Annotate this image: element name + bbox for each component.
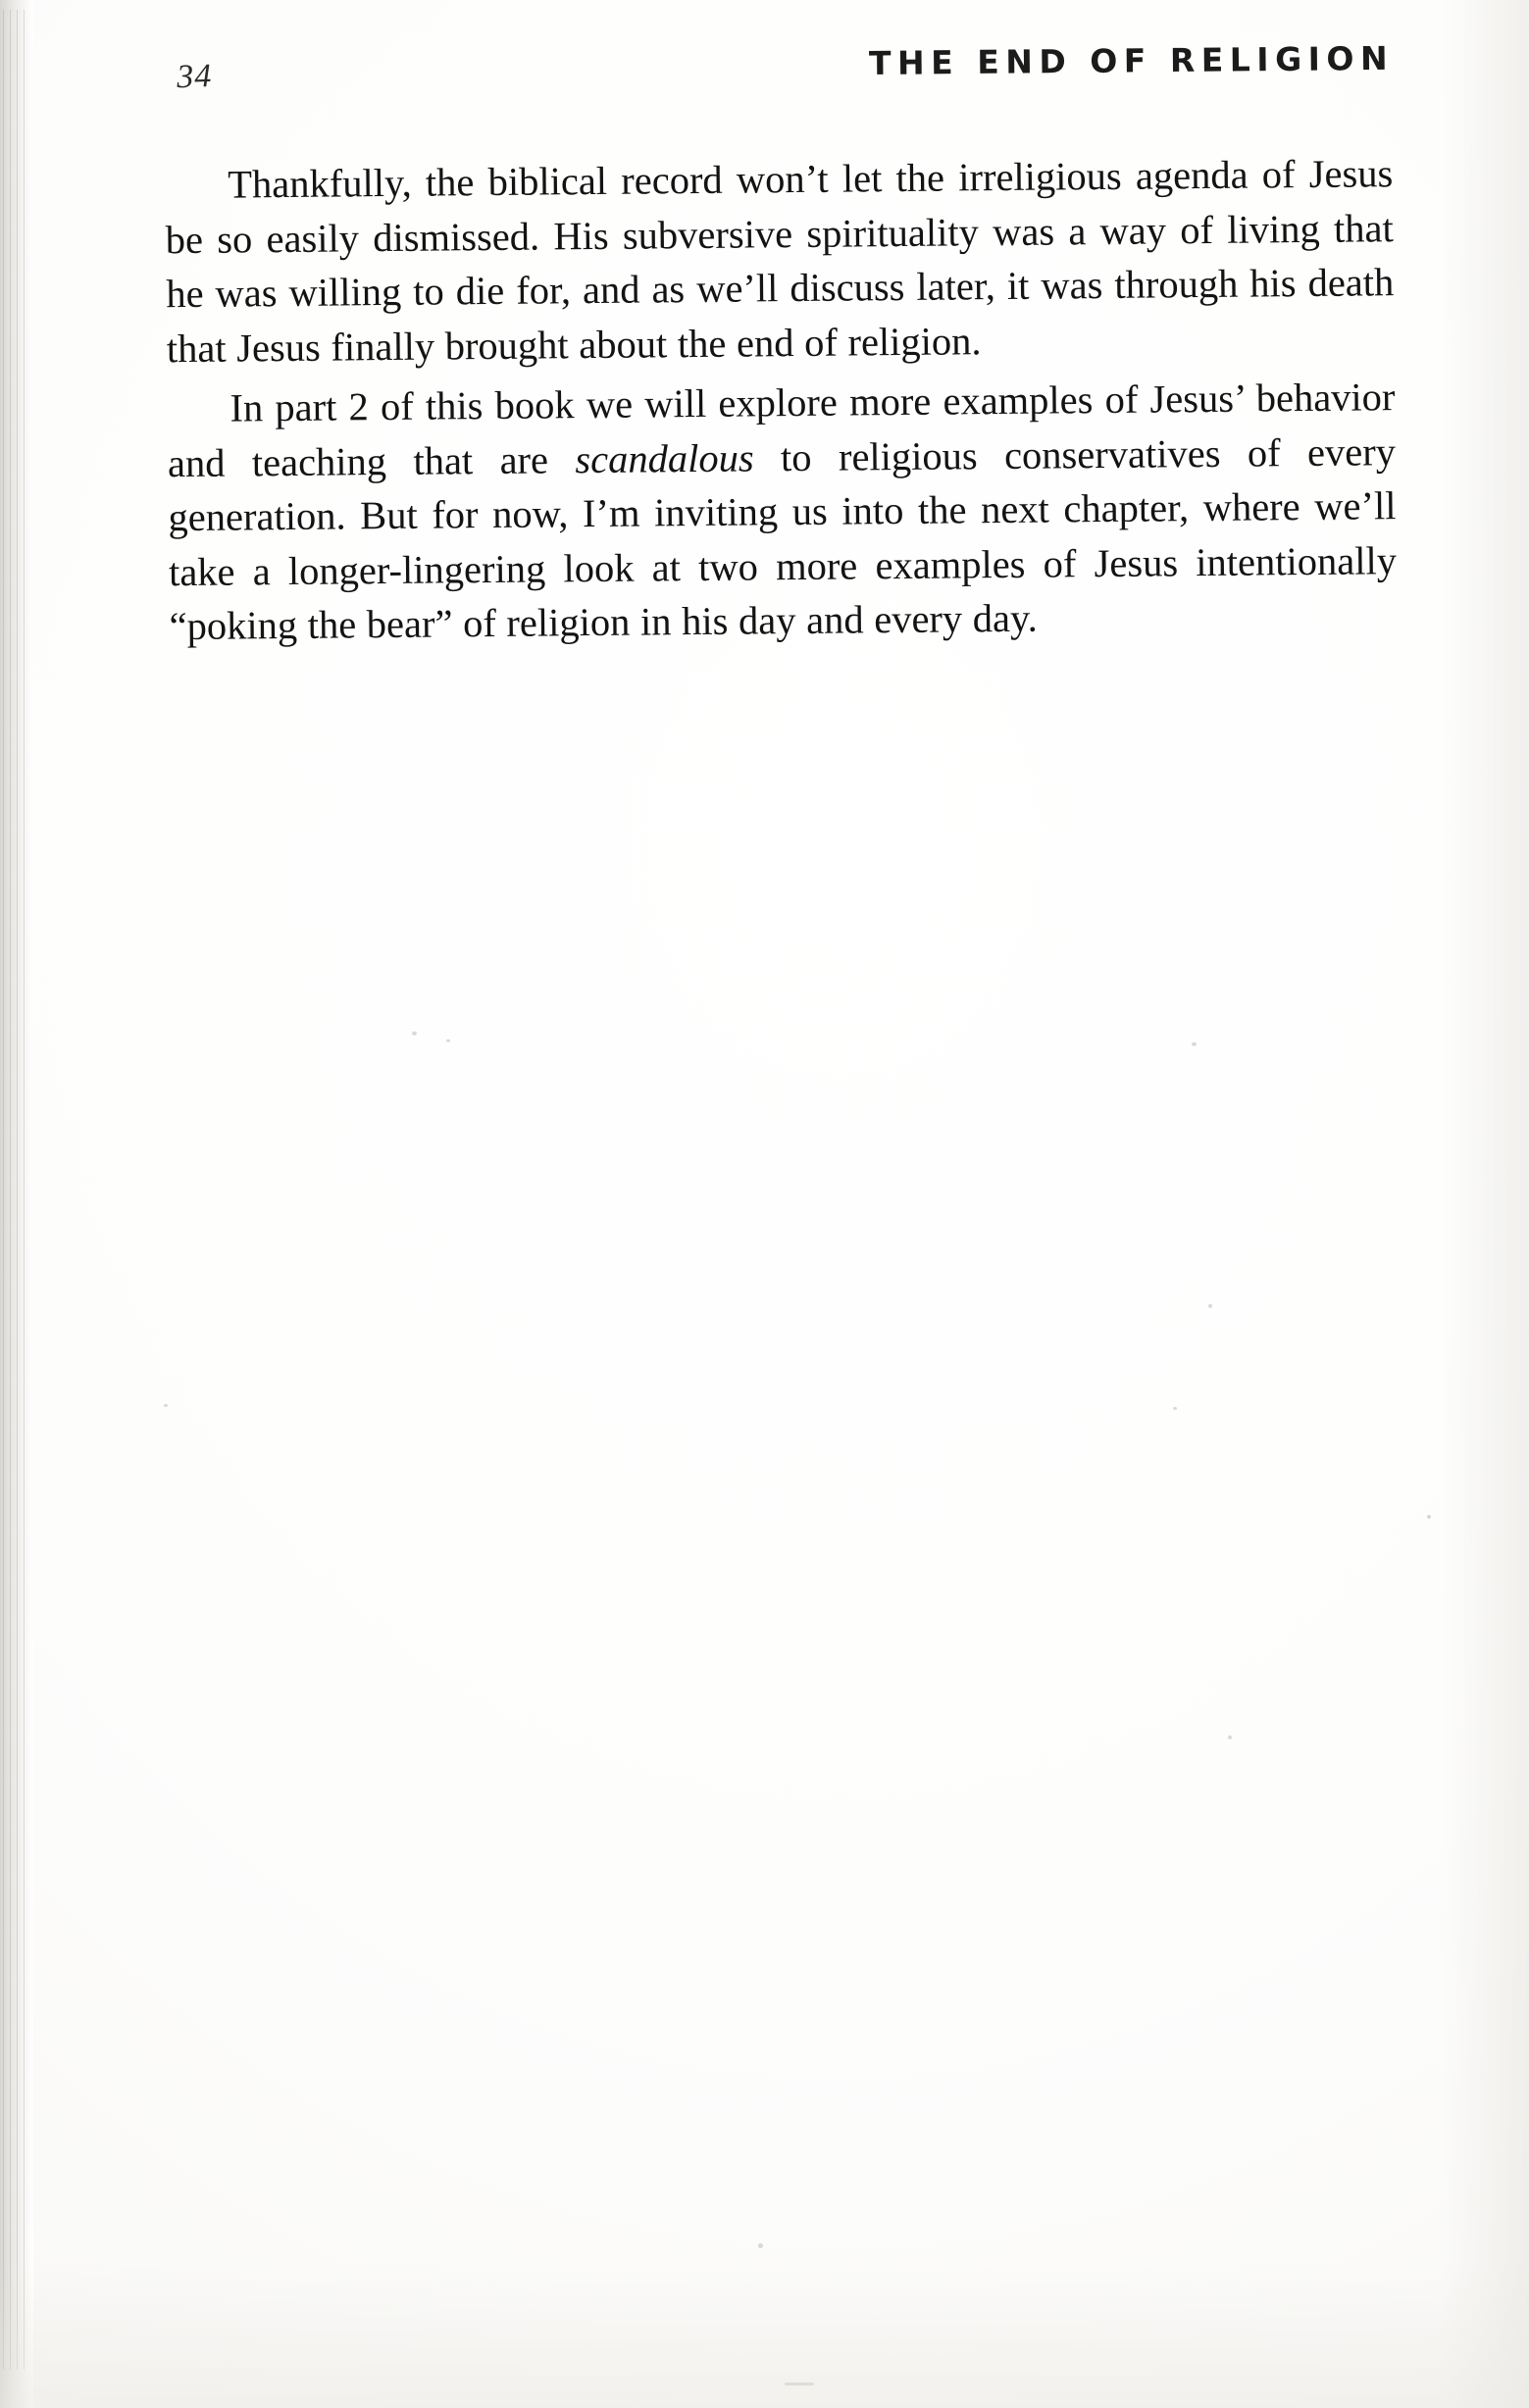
emphasis-text: scandalous xyxy=(575,434,754,481)
book-title-header: THE END OF RELIGION xyxy=(868,38,1395,82)
page-number: 34 xyxy=(176,57,213,96)
body-text xyxy=(165,146,1398,653)
text-run: to religious conservatives of every generation. But for now, I’m inviting us into the next chapter, where we’ll take a longer-lingering look at two more examples of Jesus intentionally “poking the bear” of religion in his day and every day. xyxy=(168,428,1398,649)
paragraph-2 xyxy=(167,370,1398,654)
text-run: In part 2 of this book we will explore more examples of Jesus’ behavior and teaching that are xyxy=(167,375,1396,485)
running-head xyxy=(0,38,1529,96)
text-run: Thankfully, the biblical record won’t let the irreligious agenda of Jesus be so easily dismissed. His subversive spirituality was a way of living that he was willing to die for, and as we’ll discuss later, it was through his death that Jesus finally brought about the end of religion. xyxy=(165,151,1395,371)
paragraph-1 xyxy=(165,146,1395,376)
